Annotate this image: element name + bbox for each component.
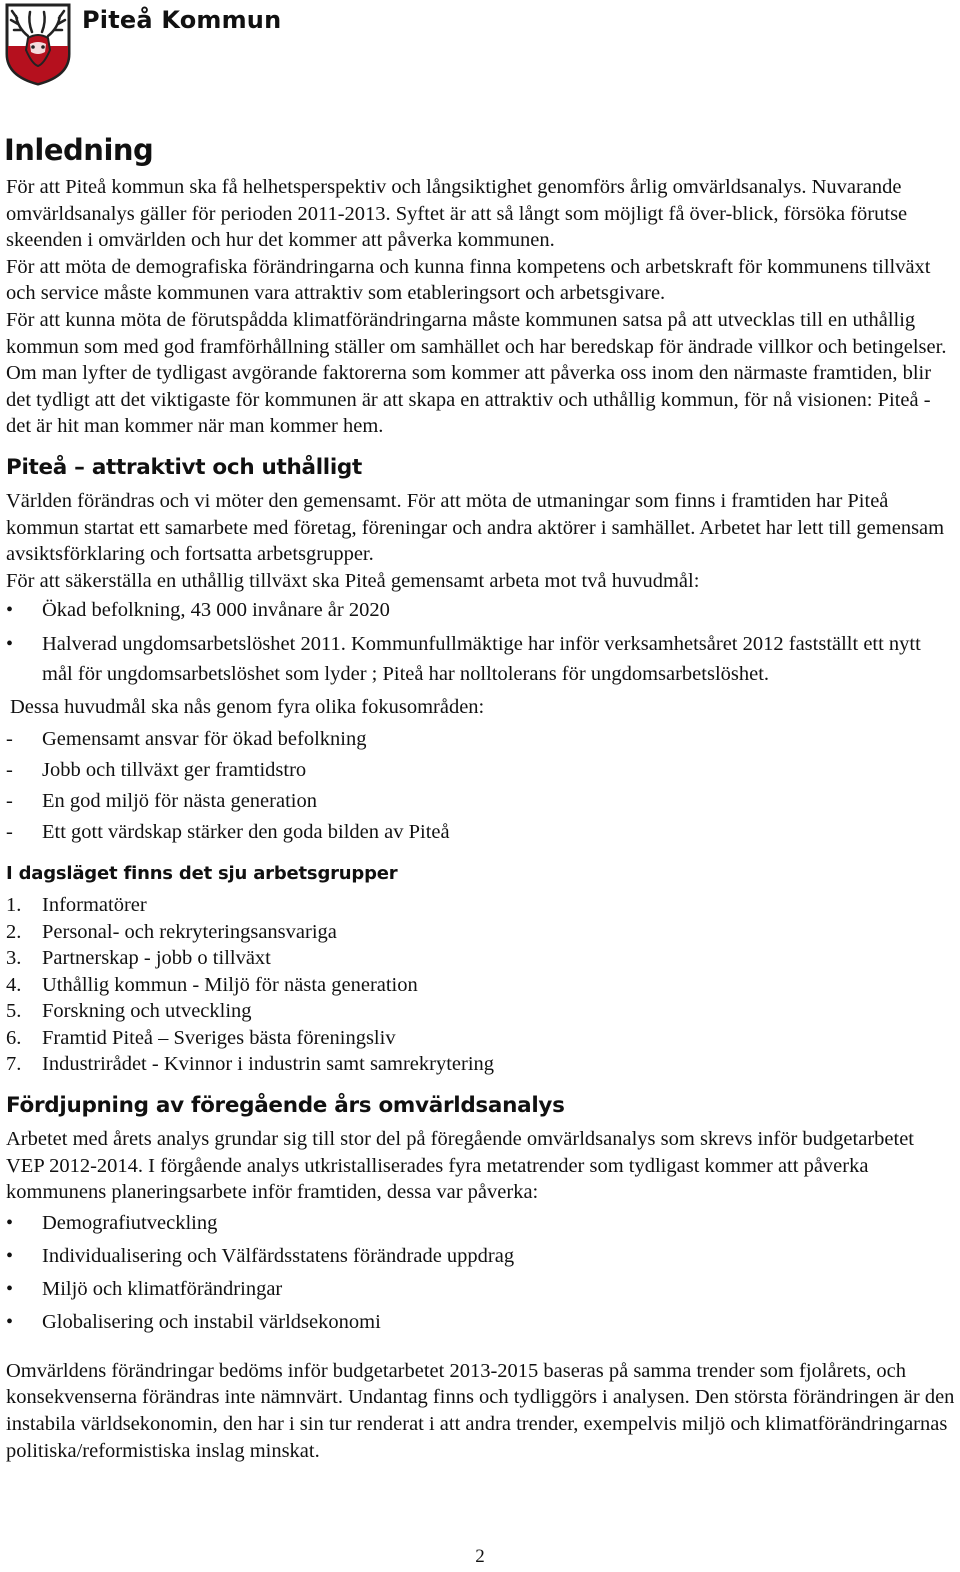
workgroup-item (6, 892, 956, 919)
intro-paragraph-2: För att möta de demografiska förändringarna och kunna finna kompetens och arbetskraft för kommunens tillväxt och service måste kommunen vara attraktiv som etableringsort och arbetsgivare. (6, 255, 931, 305)
trend-item: • Individualisering och Välfärdsstatens förändrade uppdrag (6, 1241, 956, 1271)
workgroup-number: 2. (6, 920, 22, 943)
section-heading-arbetsgrupper: I dagsläget finns det sju arbetsgrupper (6, 862, 398, 884)
workgroup-number: 7. (6, 1053, 22, 1076)
attraktivt-paragraph-2: För att säkerställa en uthållig tillväxt ska Piteå gemensamt arbeta mot två huvudmål: (6, 569, 700, 592)
workgroup-item (6, 919, 956, 946)
workgroup-number: 5. (6, 1000, 22, 1023)
focus-area-item: - Ett gott värdskap stärker den goda bilden av Piteå (6, 817, 956, 848)
workgroup-label: Personal- och rekryteringsansvariga (42, 920, 337, 943)
section-heading-inledning: Inledning (4, 133, 154, 167)
workgroup-label: Informatörer (42, 893, 147, 916)
page-number: 2 (475, 1546, 485, 1567)
workgroup-item (6, 998, 956, 1025)
trend-item: • Globalisering och instabil världsekonomi (6, 1307, 956, 1337)
reindeer-coat-of-arms-icon (4, 2, 72, 86)
attraktivt-paragraph-1: Världen förändras och vi möter den gemensamt. För att möta de utmaningar som finns i framtiden har Piteå kommun startat ett samarbete med företag, föreningar och andra aktörer i samhället. Arbetet har lett till gemensam avsiktsförklaring och fortsatta arbetsgrupper. (6, 489, 945, 566)
workgroup-number: 6. (6, 1026, 22, 1049)
goals-list (6, 596, 956, 689)
trend-item: • Miljö och klimatförändringar (6, 1274, 956, 1304)
section-heading-fordjupning: Fördjupning av föregående års omvärldsanalys (6, 1093, 565, 1119)
trends-list (6, 1208, 956, 1337)
focus-area-item: - En god miljö för nästa generation (6, 786, 956, 817)
workgroups-list (6, 892, 956, 1078)
workgroup-item (6, 945, 956, 972)
spacer (6, 1340, 956, 1358)
goal-item: • Halverad ungdomsarbetslöshet 2011. Kommunfullmäktige har inför verksamhetsåret 2012 fastställt ett nytt mål för ungdomsarbetslöshet som lyder ; Piteå har nolltolerans för ungdomsarbetslöshet. (6, 629, 956, 689)
focus-area-item: - Jobb och tillväxt ger framtidstro (6, 755, 956, 786)
workgroup-label: Framtid Piteå – Sveriges bästa föreningsliv (42, 1026, 396, 1049)
workgroup-number: 4. (6, 973, 22, 996)
page-header (4, 2, 404, 86)
workgroup-label: Partnerskap - jobb o tillväxt (42, 947, 271, 970)
focus-intro: Dessa huvudmål ska nås genom fyra olika fokusområden: (10, 696, 485, 719)
focus-area-item: - Gemensamt ansvar för ökad befolkning (6, 724, 956, 755)
intro-paragraph-3: För att kunna möta de förutspådda klimatförändringarna måste kommunen satsa på att utvecklas till en uthållig kommun som med god framförhållning ställer om samhället och har beredskap för ändrade villkor och betingelser. Om man lyfter de tydligast avgörande faktorerna som kommer att påverka oss inom den närmaste framtiden, blir det tydligt att det viktigaste för kommunen är att skapa en attraktiv och uthållig kommun, för nå visionen: Piteå - det är hit man kommer när man kommer hem. (6, 308, 947, 438)
organization-name: Piteå Kommun (82, 6, 282, 34)
intro-paragraph-1: För att Piteå kommun ska få helhetsperspektiv och långsiktighet genomförs årlig omvärldsanalys. Nuvarande omvärldsanalys gäller för perioden 2011-2013. Syftet är att så långt som möjligt få över-blick, försöka förutse skeenden i omvärlden och hur det kommer att påverka kommunen. (6, 176, 908, 252)
workgroup-number: 3. (6, 947, 22, 970)
workgroup-number: 1. (6, 893, 22, 916)
fordjupning-paragraph-1: Arbetet med årets analys grundar sig till stor del på föregående omvärldsanalys som skrevs inför budgetarbetet VEP 2012-2014. I förgående analys utkristalliserades fyra metatrender som tydligast kommer att påverka kommunens planeringsarbete inför framtiden, dessa var påverka: (6, 1128, 914, 1204)
fordjupning-paragraph-2: Omvärldens förändringar bedöms inför budgetarbetet 2013-2015 baseras på samma trender som fjolårets, och konsekvenserna förändras inte nämnvärt. Undantag finns och tydliggörs i analysen. Den största förändringen är den instabila världsekonomin, den har i sin tur renderat i att andra trender, exempelvis miljö och klimatförändringarnas politiska/reformistiska inslag minskat. (6, 1359, 955, 1462)
focus-areas-list (6, 724, 956, 848)
section-heading-attraktivt: Piteå – attraktivt och uthålligt (6, 454, 362, 480)
document-body (6, 132, 956, 1464)
workgroup-label: Forskning och utveckling (42, 1000, 252, 1023)
workgroup-item (6, 1051, 956, 1078)
workgroup-item (6, 1025, 956, 1052)
workgroup-label: Industrirådet - Kvinnor i industrin samt samrekrytering (42, 1053, 495, 1076)
workgroup-label: Uthållig kommun - Miljö för nästa generation (42, 973, 418, 996)
workgroup-item (6, 972, 956, 999)
trend-item: • Demografiutveckling (6, 1208, 956, 1238)
goal-item: • Ökad befolkning, 43 000 invånare år 2020 (6, 596, 956, 624)
